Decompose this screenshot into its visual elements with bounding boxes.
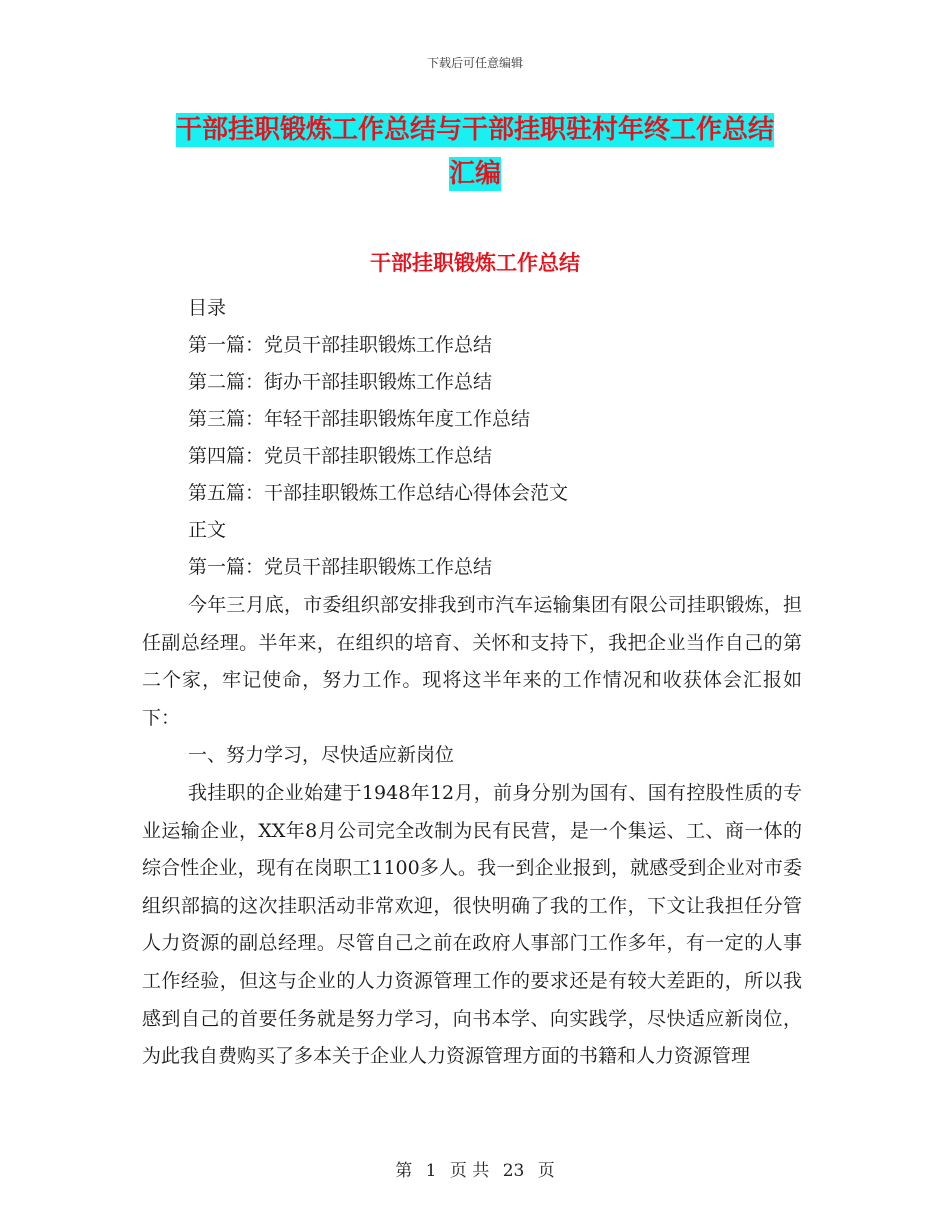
table-of-contents <box>188 290 828 586</box>
page-mid: 页 共 <box>449 1161 490 1181</box>
section-title: 干部挂职锻炼工作总结 <box>370 251 580 275</box>
section-heading: 一、努力学习，尽快适应新岗位 <box>188 744 455 767</box>
page-total: 23 <box>502 1161 525 1181</box>
toc-item: 第四篇：党员干部挂职锻炼工作总结 <box>188 445 493 467</box>
toc-label: 目录 <box>188 297 227 319</box>
page-prefix: 第 <box>395 1161 413 1181</box>
page-number: 1 <box>425 1161 437 1181</box>
title-line-1: 干部挂职锻炼工作总结与干部挂职驻村年终工作总结 <box>175 115 774 145</box>
page-footer <box>0 1156 950 1181</box>
document-title <box>140 108 810 196</box>
toc-item: 第三篇：年轻干部挂职锻炼年度工作总结 <box>188 408 531 430</box>
page-suffix: 页 <box>537 1161 555 1181</box>
paragraph: 今年三月底，市委组织部安排我到市汽车运输集团有限公司挂职锻炼，担任副总经理。半年来，在组织的培育、关怀和支持下，我把企业当作自己的第二个家，牢记使命，努力工作。现将这半年来的工作情况和收获体会汇报如下： <box>142 594 802 729</box>
header-note: 下载后可任意编辑 <box>426 56 523 70</box>
title-line-2: 汇编 <box>448 159 501 189</box>
first-article-heading: 第一篇：党员干部挂职锻炼工作总结 <box>188 556 493 578</box>
paragraph: 我挂职的企业始建于1948年12月，前身分别为国有、国有控股性质的专业运输企业，XX年8月公司完全改制为民有民营，是一个集运、工、商一体的综合性企业，现有在岗职工1100多人。我一到企业报到，就感受到企业对市委组织部搞的这次挂职活动非常欢迎，很快明确了我的工作，下文让我担任分管人力资源的副总经理。尽管自己之前在政府人事部门工作多年，有一定的人事工作经验，但这与企业的人力资源管理工作的要求还是有较大差距的，所以我感到自己的首要任务就是努力学习，向书本学、向实践学，尽快适应新岗位，为此我自费购买了多本关于企业人力资源管理方面的书籍和人力资源管理 <box>142 781 802 1068</box>
body-label: 正文 <box>188 519 227 541</box>
toc-item: 第二篇：街办干部挂职锻炼工作总结 <box>188 371 493 393</box>
toc-item: 第五篇：干部挂职锻炼工作总结心得体会范文 <box>188 482 569 504</box>
toc-item: 第一篇：党员干部挂职锻炼工作总结 <box>188 334 493 356</box>
article-body <box>142 587 802 1076</box>
